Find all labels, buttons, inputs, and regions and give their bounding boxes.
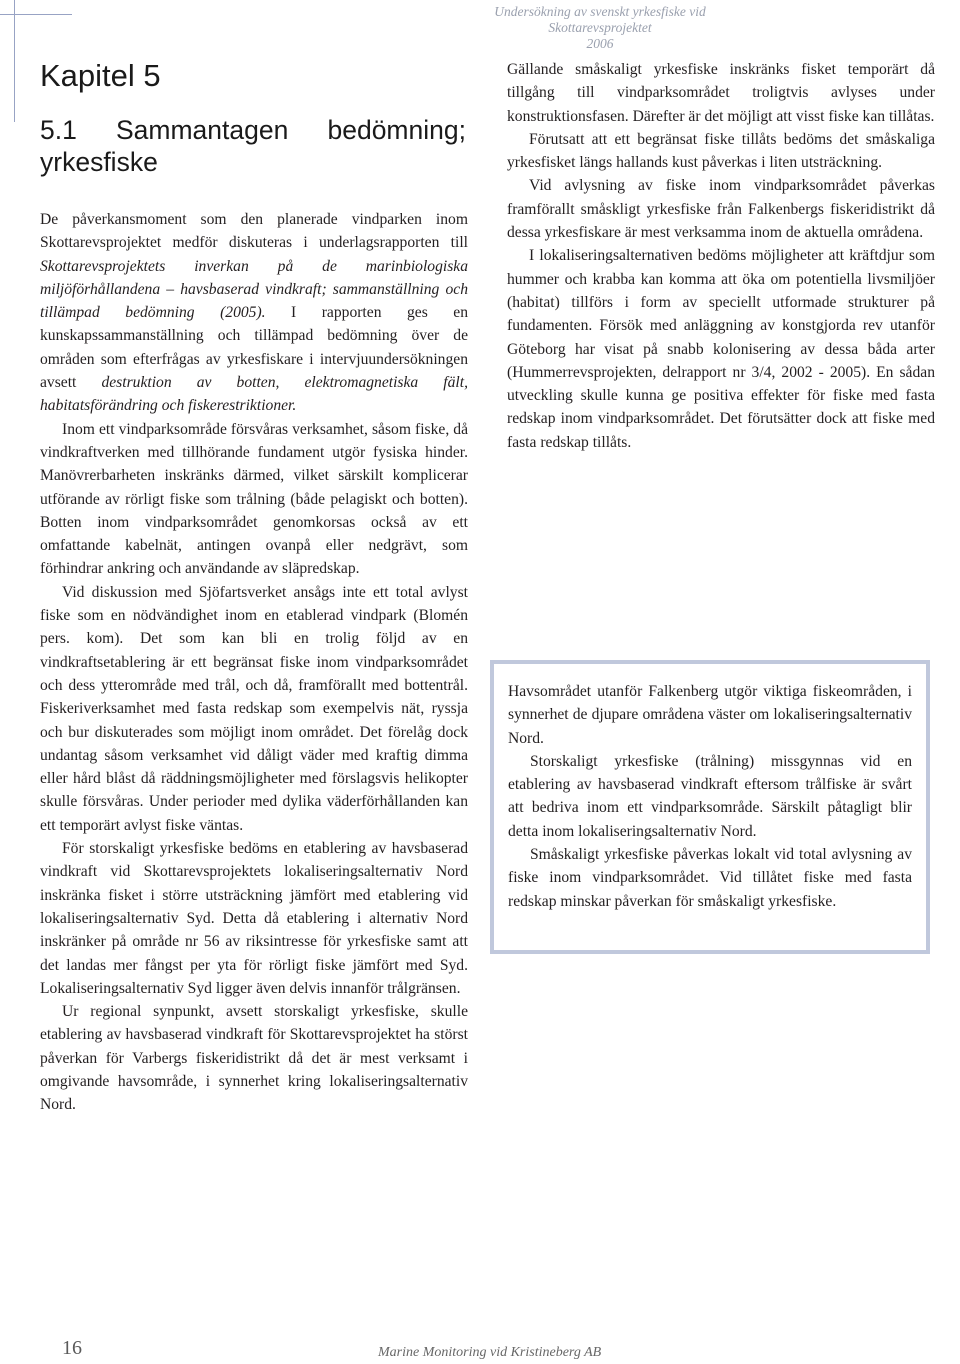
- running-head-title: Undersökning av svenskt yrkesfiske vid Skottarevsprojektet: [494, 4, 706, 35]
- summary-box: [490, 660, 930, 954]
- summary-paragraph-1: Havsområdet utanför Falkenberg utgör viktiga fiskeområden, i synnerhet de djupare områdena väster om lokaliseringsalternativ Nord.: [508, 683, 912, 747]
- paragraph-artificial-reefs: I lokaliseringsalternativen bedöms möjligheter att kräftdjur som hummer och krabba kan komma att öka om potentiella livsmiljöer (habitat) tillförs i form av speciellt utformade strukturer på fundamenten. Försök med anläggning av konstgjorda rev utanför Göteborg har visat på snabb kolonisering av dessa båda arter (Hummerrevsprojekten, delrapport nr 3/4, 2002 - 2005). En sådan utveckling skulle kunna ge positiva effekter för fiske med fasta redskap inom vindparksområdet. Det förutsätter dock att fiske med fasta redskap tillåts.: [507, 247, 935, 451]
- intro-text-continued: I rapporten ges en kunskapssammanställning och tillämpad bedömning över de områden som efterfrågas av yrkesfiskare i intervjuundersökningen avsett: [40, 304, 468, 392]
- paragraph-large-scale-fishing: För storskaligt yrkesfiske bedöms en etablering av havsbaserad vindkraft vid Skottarevsprojektets lokaliseringsalternativ Nord inskränka fisket i större utsträckning jämfört med etablering vid lokaliseringsalternativ Syd. Detta då etablering i alternativ Nord inskränker på område nr 56 av riksintresse för yrkesfiske samt att det landas mer fångst per yta för rörligt fiske jämfört med Syd. Lokaliseringsalternativ Syd ligger även delvis innanför trålgränsen.: [40, 840, 468, 997]
- impact-list: destruktion av botten, elektromagnetiska fält, habitatsförändring och fiskerestriktioner.: [40, 374, 468, 415]
- paragraph-physical-obstacles: Inom ett vindparksområde försvåras verksamhet, såsom fiske, då vindkraftverken med tillhörande fundament utgör fysiska hinder. Manövrerbarheten inskränks därmed, vilket särskilt komplicerar utförande av rörligt fiske som trålning (både pelagiskt och botten). Botten inom vindparksområdet genomkorsas också av ett omfattande kabelnät, antingen ovanpå eller nedgrävt, som förhindrar ankring och användande av släpredskap.: [40, 420, 468, 578]
- section-title-word-sammantagen: Sammantagen: [115, 115, 289, 145]
- crop-mark-vertical: [14, 0, 15, 122]
- running-head-year: 2006: [586, 36, 614, 51]
- report-title-reference: Skottarevsprojektets inverkan på de marinbiologiska miljöförhållandena – havsbaserad vindkraft; sammanställning och tillämpad bedömning (2005).: [40, 257, 468, 322]
- crop-mark-horizontal: [0, 14, 72, 15]
- paragraph-intro: [40, 208, 468, 418]
- paragraph-small-scale-fishing: Gällande småskaligt yrkesfiske inskränks fisket temporärt då tillgång till vindparksområdet troligtvis avlyses under konstruktionsfasen. Därefter är det möjligt att visst fiske kan tillåtas.: [507, 61, 935, 125]
- section-title: [40, 114, 466, 178]
- section-title-line-1: [40, 114, 466, 146]
- right-column: [507, 58, 935, 454]
- running-head: [490, 4, 710, 52]
- left-column: [40, 208, 468, 1117]
- paragraph-regional-view: Ur regional synpunkt, avsett storskaligt yrkesfiske, skulle etablering av havsbaserad vindkraft för Skottarevsprojektet ha störst påverkan för Varbergs fiskeridistrikt då det är mest verksamt i omgivande havsområde, i synnerhet kring lokaliseringsalternativ Nord.: [40, 1003, 468, 1114]
- summary-paragraph-3: Småskaligt yrkesfiske påverkas lokalt vid total avlysning av fiske inom vindparksområdet. Vid tillåtet fiske med fasta redskap minskar påverkan för småskaligt yrkesfiske.: [508, 846, 912, 910]
- section-title-word-bedomning: bedömning;: [327, 115, 466, 145]
- intro-text: De påverkansmoment som den planerade vindparken inom Skottarevsprojektet medför diskuteras i underlagsrapporten till: [40, 211, 468, 252]
- footer-publisher: Marine Monitoring vid Kristineberg AB: [378, 1345, 602, 1360]
- section-title-line-2: yrkesfiske: [40, 147, 158, 177]
- paragraph-falkenberg-district: Vid avlysning av fiske inom vindparksområdet påverkas framförallt småskligt yrkesfiske från Falkenbergs fiskeridistrikt då dessa yrkesfiskare är mest verksamma inom de aktuella områdena.: [507, 177, 935, 242]
- summary-paragraph-2: Storskaligt yrkesfiske (trålning) missgynnas vid en etablering av havsbaserad vindkraft eftersom trålfiske är svårt att bedriva inom ett vindparksområde. Särskilt påtagligt blir detta inom lokaliseringsalternativ Nord.: [508, 752, 912, 840]
- paragraph-sjofartsverket: Vid diskussion med Sjöfartsverket ansågs inte ett total avlyst fiske som en nödvändighet inom en etablerad vindpark (Blomén pers. kom). Det som kan bli en trolig följd av en vindkraftsetablering är ett begränsat fiske inom vindparksområdet och dess ytterområde med trål, och då, framförallt med bottentrål. Fiskeriverksamhet med fasta redskap som exempelvis nät, ryssja och bur diskuterades som möjligt inom området. Det förelåg dock undantag såsom verksamhet vid dåligt väder med kraftig dimma eller hård blåst då räddningsmöjligheter med förslagsvis helikopter skulle försvåras. Under perioder med dylika väderförhållanden kan ett temporärt avlyst fiske väntas.: [40, 583, 468, 834]
- paragraph-limited-fishing: Förutsatt att ett begränsat fiske tillåts bedöms det småskaliga yrkesfisket längs hallands kust påverkas i liten utsträckning.: [507, 130, 935, 172]
- chapter-heading: Kapitel 5: [40, 58, 161, 93]
- page-number: 16: [62, 1337, 82, 1359]
- section-number: 5.1: [40, 115, 77, 145]
